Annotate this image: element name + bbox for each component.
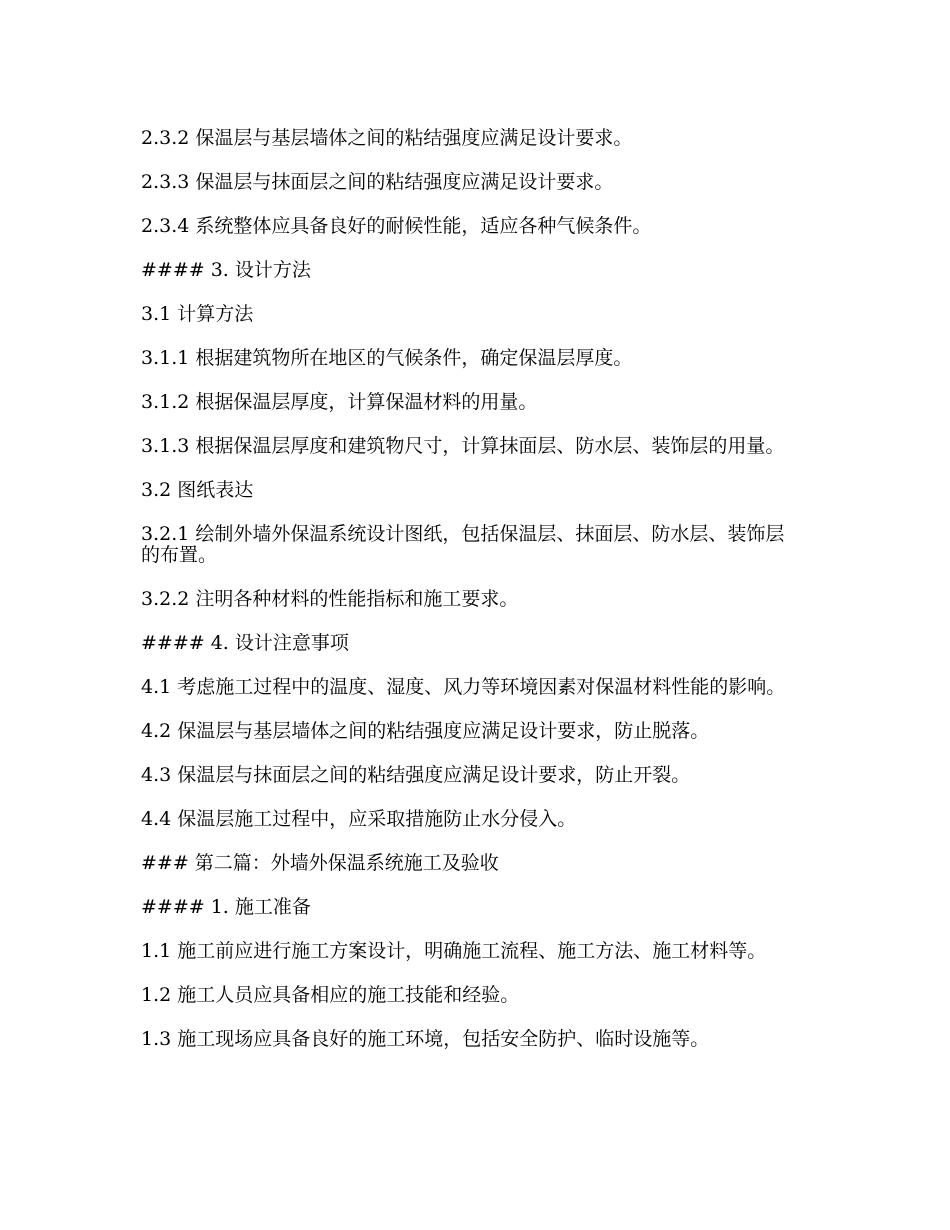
paragraph-3-2-2: 3.2.2 注明各种材料的性能指标和施工要求。 xyxy=(141,588,519,610)
document-body xyxy=(141,128,801,1073)
section-heading-construction-prep: #### 1. 施工准备 xyxy=(141,896,311,918)
paragraph-3-1: 3.1 计算方法 xyxy=(141,303,254,325)
paragraph-3-2: 3.2 图纸表达 xyxy=(141,479,254,501)
paragraph-2-3-3: 2.3.3 保温层与抹面层之间的粘结强度应满足设计要求。 xyxy=(141,171,614,193)
section-heading-design-notes: #### 4. 设计注意事项 xyxy=(141,632,349,654)
paragraph-4-3: 4.3 保温层与抹面层之间的粘结强度应满足设计要求，防止开裂。 xyxy=(141,764,691,786)
paragraph-4-4: 4.4 保温层施工过程中，应采取措施防止水分侵入。 xyxy=(141,808,577,830)
paragraph-3-1-1: 3.1.1 根据建筑物所在地区的气候条件，确定保温层厚度。 xyxy=(141,347,633,369)
paragraph-2-3-4: 2.3.4 系统整体应具备良好的耐候性能，适应各种气候条件。 xyxy=(141,215,652,237)
paragraph-3-1-2: 3.1.2 根据保温层厚度，计算保温材料的用量。 xyxy=(141,391,538,413)
paragraph-1-2: 1.2 施工人员应具备相应的施工技能和经验。 xyxy=(141,984,520,1006)
section-heading-design-method: #### 3. 设计方法 xyxy=(141,259,311,281)
paragraph-1-3: 1.3 施工现场应具备良好的施工环境，包括安全防护、临时设施等。 xyxy=(141,1028,710,1050)
paragraph-4-1: 4.1 考虑施工过程中的温度、湿度、风力等环境因素对保温材料性能的影响。 xyxy=(141,676,786,698)
paragraph-4-2: 4.2 保温层与基层墙体之间的粘结强度应满足设计要求，防止脱落。 xyxy=(141,720,710,742)
paragraph-3-2-1: 3.2.1 绘制外墙外保温系统设计图纸，包括保温层、抹面层、防水层、装饰层的布置。 xyxy=(141,523,785,566)
paragraph-2-3-2: 2.3.2 保温层与基层墙体之间的粘结强度应满足设计要求。 xyxy=(141,127,633,149)
part-heading-construction-acceptance: ### 第二篇：外墙外保温系统施工及验收 xyxy=(141,852,499,874)
paragraph-1-1: 1.1 施工前应进行施工方案设计，明确施工流程、施工方法、施工材料等。 xyxy=(141,940,767,962)
paragraph-3-1-3: 3.1.3 根据保温层厚度和建筑物尺寸，计算抹面层、防水层、装饰层的用量。 xyxy=(141,435,785,457)
